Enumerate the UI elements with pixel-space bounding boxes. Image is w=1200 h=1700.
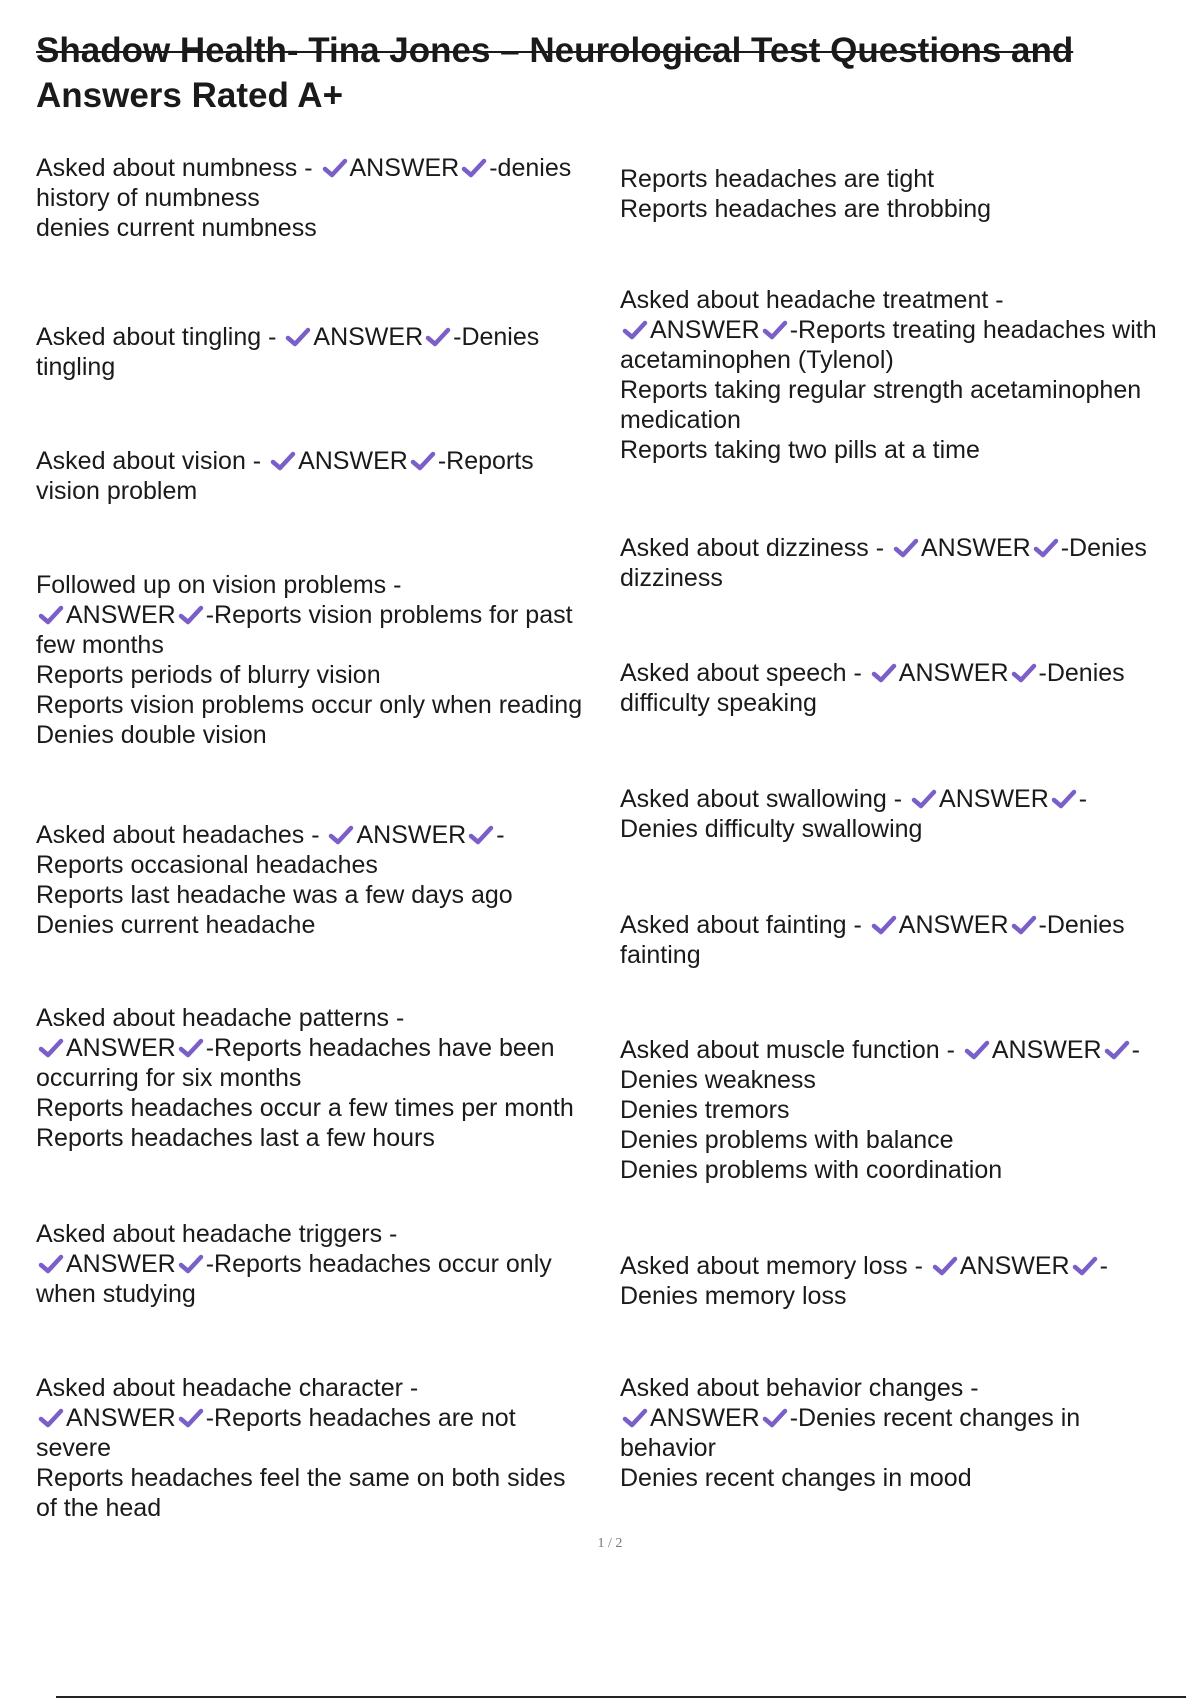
answer-label: ANSWER xyxy=(898,659,1009,687)
checkmark-icon xyxy=(468,824,494,846)
answer-text: -Denies xyxy=(1038,911,1125,939)
checkmark-icon xyxy=(1011,914,1037,936)
answer-line: denies current numbness xyxy=(36,214,317,242)
answer-label: ANSWER xyxy=(898,911,1009,939)
answer-text: -Reports treating headaches with xyxy=(789,316,1157,344)
answer-line: tingling xyxy=(36,353,116,381)
question-text: Asked about headache character - xyxy=(36,1374,419,1402)
footer-rule xyxy=(56,1696,1186,1698)
checkmark-icon xyxy=(178,1407,204,1429)
answer-label: ANSWER xyxy=(939,785,1049,813)
answer-line: medication xyxy=(620,406,741,434)
qa-tingling xyxy=(36,322,616,382)
checkmark-icon xyxy=(178,1037,204,1059)
answer-line: Denies weakness xyxy=(620,1066,816,1094)
answer-line: Reports taking regular strength acetaminophen xyxy=(620,376,1142,404)
qa-numbness xyxy=(36,153,616,243)
checkmark-icon xyxy=(178,1253,204,1275)
page-number: 1 / 2 xyxy=(597,1536,623,1551)
checkmark-icon xyxy=(1011,662,1037,684)
qa-headache-patterns xyxy=(36,1003,616,1153)
answer-line: Reports headaches occur a few times per month xyxy=(36,1094,574,1122)
checkmark-icon xyxy=(425,326,451,348)
checkmark-icon xyxy=(322,157,348,179)
answer-line: of the head xyxy=(36,1494,162,1522)
answer-line: Reports headaches are tight xyxy=(620,165,935,193)
answer-text: -Reports xyxy=(437,447,534,475)
answer-text: -Denies xyxy=(1060,534,1147,562)
answer-line: difficulty speaking xyxy=(620,689,817,717)
checkmark-icon xyxy=(932,1255,958,1277)
checkmark-icon xyxy=(871,914,897,936)
answer-line: Denies tremors xyxy=(620,1096,790,1124)
qa-headaches xyxy=(36,820,616,940)
answer-text: -Reports headaches are not xyxy=(205,1404,516,1432)
answer-label: ANSWER xyxy=(66,601,176,629)
qa-behavior-changes xyxy=(620,1373,1195,1493)
question-text: Asked about speech - xyxy=(620,659,869,687)
question-text: Asked about headache triggers - xyxy=(36,1220,398,1248)
question-text: Asked about tingling - xyxy=(36,323,284,351)
answer-line: Denies current headache xyxy=(36,911,316,939)
checkmark-icon xyxy=(38,1407,64,1429)
answer-text: -Denies xyxy=(1038,659,1125,687)
qa-headache-character xyxy=(36,1373,616,1523)
checkmark-icon xyxy=(622,1407,648,1429)
question-text: Asked about vision - xyxy=(36,447,269,475)
title-line-2: Answers Rated A+ xyxy=(36,76,344,115)
document-title xyxy=(36,28,1176,118)
checkmark-icon xyxy=(893,537,919,559)
question-text: Asked about muscle function - xyxy=(620,1036,962,1064)
answer-line: Denies recent changes in mood xyxy=(620,1464,972,1492)
answer-line: Denies double vision xyxy=(36,721,267,749)
checkmark-icon xyxy=(871,662,897,684)
answer-text: -denies xyxy=(489,154,572,182)
answer-line: Reports taking two pills at a time xyxy=(620,436,980,464)
answer-line: history of numbness xyxy=(36,184,260,212)
question-text: Asked about swallowing - xyxy=(620,785,910,813)
checkmark-icon xyxy=(911,788,937,810)
qa-vision-followup xyxy=(36,570,616,750)
answer-line: Denies memory loss xyxy=(620,1282,847,1310)
checkmark-icon xyxy=(38,604,64,626)
answer-label: ANSWER xyxy=(991,1036,1102,1064)
answer-line: Reports headaches feel the same on both sides xyxy=(36,1464,566,1492)
answer-label: ANSWER xyxy=(313,323,424,351)
answer-text: - xyxy=(1099,1252,1108,1280)
answer-line: acetaminophen (Tylenol) xyxy=(620,346,894,374)
qa-dizziness xyxy=(620,533,1195,593)
answer-label: ANSWER xyxy=(650,316,760,344)
answer-line: Reports headaches are throbbing xyxy=(620,195,992,223)
answer-text: -Reports headaches occur only xyxy=(205,1250,552,1278)
answer-line: Reports occasional headaches xyxy=(36,851,378,879)
checkmark-icon xyxy=(461,157,487,179)
question-text: Asked about memory loss - xyxy=(620,1252,930,1280)
checkmark-icon xyxy=(1104,1039,1130,1061)
qa-speech xyxy=(620,658,1195,718)
answer-line: Reports headaches last a few hours xyxy=(36,1124,435,1152)
answer-label: ANSWER xyxy=(66,1250,176,1278)
answer-label: ANSWER xyxy=(349,154,460,182)
answer-label: ANSWER xyxy=(650,1404,760,1432)
question-text: Asked about headaches - xyxy=(36,821,327,849)
answer-text: - xyxy=(1131,1036,1140,1064)
checkmark-icon xyxy=(328,824,354,846)
answer-line: behavior xyxy=(620,1434,716,1462)
answer-line: when studying xyxy=(36,1280,196,1308)
answer-text: - xyxy=(496,821,505,849)
checkmark-icon xyxy=(1033,537,1059,559)
title-line-1: Shadow Health- Tina Jones – Neurological Test Questions and xyxy=(36,31,1074,70)
headache-quality-notes xyxy=(620,164,1195,224)
answer-line: few months xyxy=(36,631,164,659)
answer-line: fainting xyxy=(620,941,701,969)
checkmark-icon xyxy=(964,1039,990,1061)
answer-label: ANSWER xyxy=(66,1404,176,1432)
answer-label: ANSWER xyxy=(298,447,408,475)
answer-line: severe xyxy=(36,1434,112,1462)
answer-line: Denies problems with coordination xyxy=(620,1156,1003,1184)
answer-text: -Denies xyxy=(453,323,540,351)
answer-line: Reports vision problems occur only when reading xyxy=(36,691,583,719)
answer-label: ANSWER xyxy=(66,1034,176,1062)
answer-text: -Reports headaches have been xyxy=(205,1034,555,1062)
question-text: Followed up on vision problems - xyxy=(36,571,402,599)
answer-label: ANSWER xyxy=(920,534,1031,562)
qa-swallowing xyxy=(620,784,1195,844)
answer-text: -Denies recent changes in xyxy=(789,1404,1081,1432)
qa-headache-triggers xyxy=(36,1219,616,1309)
answer-line: Reports last headache was a few days ago xyxy=(36,881,513,909)
answer-line: occurring for six months xyxy=(36,1064,302,1092)
answer-label: ANSWER xyxy=(959,1252,1070,1280)
answer-line: Reports periods of blurry vision xyxy=(36,661,381,689)
checkmark-icon xyxy=(38,1253,64,1275)
answer-line: Denies problems with balance xyxy=(620,1126,954,1154)
checkmark-icon xyxy=(38,1037,64,1059)
checkmark-icon xyxy=(762,319,788,341)
question-text: Asked about dizziness - xyxy=(620,534,891,562)
answer-line: Denies difficulty swallowing xyxy=(620,815,923,843)
checkmark-icon xyxy=(285,326,311,348)
qa-muscle-function xyxy=(620,1035,1195,1185)
qa-headache-treatment xyxy=(620,285,1195,465)
answer-text: -Reports vision problems for past xyxy=(205,601,573,629)
qa-memory-loss xyxy=(620,1251,1195,1311)
question-text: Asked about fainting - xyxy=(620,911,869,939)
answer-line: vision problem xyxy=(36,477,198,505)
qa-fainting xyxy=(620,910,1195,970)
answer-line: dizziness xyxy=(620,564,723,592)
question-text: Asked about headache patterns - xyxy=(36,1004,405,1032)
qa-vision xyxy=(36,446,616,506)
answer-label: ANSWER xyxy=(356,821,467,849)
checkmark-icon xyxy=(622,319,648,341)
question-text: Asked about behavior changes - xyxy=(620,1374,979,1402)
checkmark-icon xyxy=(178,604,204,626)
question-text: Asked about numbness - xyxy=(36,154,320,182)
checkmark-icon xyxy=(270,450,296,472)
checkmark-icon xyxy=(410,450,436,472)
checkmark-icon xyxy=(762,1407,788,1429)
checkmark-icon xyxy=(1072,1255,1098,1277)
question-text: Asked about headache treatment - xyxy=(620,286,1004,314)
answer-text: - xyxy=(1078,785,1088,813)
checkmark-icon xyxy=(1051,788,1077,810)
